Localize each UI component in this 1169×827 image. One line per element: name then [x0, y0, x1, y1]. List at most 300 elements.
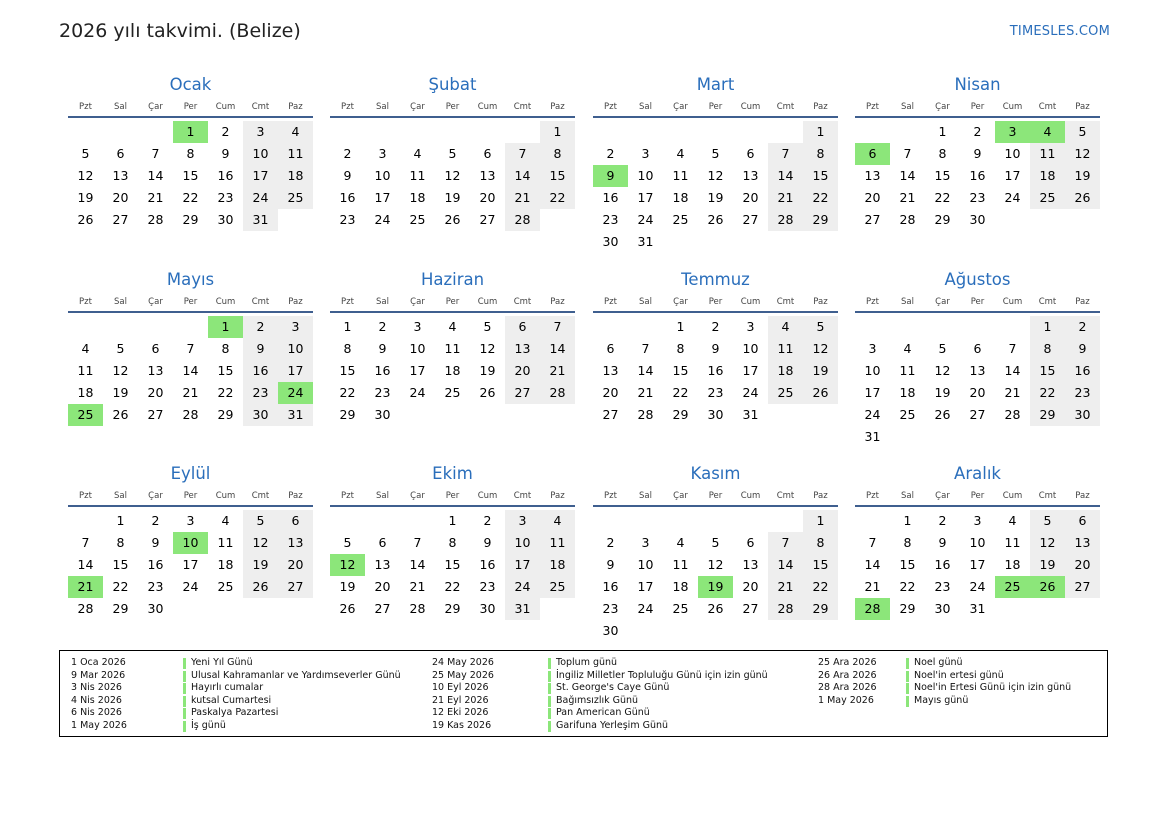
day-cell: 26: [112, 407, 129, 422]
day-cell: 26: [339, 601, 356, 616]
day-cell: 18: [768, 360, 803, 382]
weekday-label: Cum: [477, 491, 498, 501]
holiday-name: Ulusal Kahramanlar ve Yardımseverler Günü: [191, 669, 401, 681]
day-cell: 13: [864, 168, 881, 183]
holiday-marker: [548, 696, 551, 707]
day-cell: 20: [147, 385, 164, 400]
month-name: Ekim: [432, 464, 473, 483]
holiday-name: İş günü: [191, 719, 226, 731]
holiday-name: İngiliz Milletler Topluluğu Günü için izin günü: [556, 669, 768, 681]
weekday-label: Sal: [901, 297, 914, 307]
day-cell: 1: [1030, 316, 1065, 338]
day-cell: 7: [186, 341, 195, 356]
day-cell: 6: [378, 535, 387, 550]
day-cell: 29: [444, 601, 461, 616]
holiday-date: 24 May 2026: [432, 657, 494, 668]
day-cell: 16: [602, 579, 619, 594]
day-cell: 1: [803, 121, 838, 143]
day-cell: 9: [973, 146, 982, 161]
day-cell: 14: [899, 168, 916, 183]
holiday-name: kutsal Cumartesi: [191, 694, 272, 706]
holiday-date: 9 Mar 2026: [71, 669, 126, 681]
weekday-label: Per: [445, 102, 460, 112]
holiday-day-cell: 26: [1030, 576, 1065, 598]
day-cell: 12: [444, 168, 461, 183]
day-cell: 6: [606, 341, 615, 356]
holiday-date: 4 Nis 2026: [71, 694, 122, 706]
day-cell: 11: [768, 338, 803, 360]
day-cell: 16: [374, 363, 391, 378]
day-cell: 15: [672, 363, 689, 378]
day-cell: 29: [803, 209, 838, 231]
day-cell: 5: [448, 146, 457, 161]
day-cell: 8: [186, 146, 195, 161]
day-cell: 5: [343, 535, 352, 550]
weekday-label: Per: [445, 491, 460, 501]
month-divider: [330, 311, 575, 313]
weekday-label: Paz: [288, 297, 303, 307]
day-cell: 24: [637, 212, 654, 227]
day-cell: 9: [938, 535, 947, 550]
day-cell: 16: [479, 557, 496, 572]
day-cell: 13: [1065, 532, 1100, 554]
holiday-date: 25 Ara 2026: [818, 657, 877, 668]
weekday-label: Paz: [813, 102, 828, 112]
day-cell: 6: [278, 510, 313, 532]
day-cell: 15: [444, 557, 461, 572]
day-cell: 14: [637, 363, 654, 378]
day-cell: 6: [151, 341, 160, 356]
day-cell: 26: [707, 601, 724, 616]
holiday-marker: [183, 708, 186, 719]
day-cell: 23: [217, 190, 234, 205]
weekday-label: Pzt: [79, 102, 92, 112]
holiday-marker: [548, 708, 551, 719]
day-cell: 7: [768, 143, 803, 165]
day-cell: 8: [343, 341, 352, 356]
month-divider: [330, 505, 575, 507]
day-cell: 9: [378, 341, 387, 356]
day-cell: 10: [409, 341, 426, 356]
day-cell: 13: [505, 338, 540, 360]
day-cell: 25: [409, 212, 426, 227]
day-cell: 19: [444, 190, 461, 205]
day-cell: 11: [540, 532, 575, 554]
day-cell: 2: [378, 319, 387, 334]
holiday-name: Pan American Günü: [556, 707, 650, 719]
day-cell: 24: [243, 187, 278, 209]
holiday-name: Noel günü: [914, 657, 963, 668]
weekday-label: Cum: [1002, 102, 1023, 112]
holiday-day-cell: 10: [173, 532, 208, 554]
day-cell: 27: [742, 212, 759, 227]
day-cell: 10: [637, 557, 654, 572]
day-cell: 27: [374, 601, 391, 616]
day-cell: 20: [479, 190, 496, 205]
day-cell: 16: [969, 168, 986, 183]
day-cell: 20: [112, 190, 129, 205]
day-cell: 15: [217, 363, 234, 378]
day-cell: 3: [641, 146, 650, 161]
weekday-label: Cmt: [1038, 102, 1057, 112]
day-cell: 13: [374, 557, 391, 572]
day-cell: 6: [483, 146, 492, 161]
holiday-marker: [183, 683, 186, 694]
day-cell: 20: [278, 554, 313, 576]
day-cell: 31: [637, 234, 654, 249]
weekday-label: Sal: [114, 297, 127, 307]
day-cell: 14: [864, 557, 881, 572]
day-cell: 27: [969, 407, 986, 422]
day-cell: 7: [151, 146, 160, 161]
weekday-label: Sal: [114, 491, 127, 501]
month-divider: [330, 116, 575, 118]
weekday-label: Sal: [376, 491, 389, 501]
day-cell: 3: [973, 513, 982, 528]
weekday-label: Paz: [1075, 297, 1090, 307]
day-cell: 25: [672, 212, 689, 227]
weekday-label: Cum: [740, 102, 761, 112]
day-cell: 21: [540, 360, 575, 382]
day-cell: 7: [868, 535, 877, 550]
day-cell: 30: [602, 234, 619, 249]
day-cell: 4: [903, 341, 912, 356]
day-cell: 18: [899, 385, 916, 400]
day-cell: 5: [803, 316, 838, 338]
weekday-label: Cmt: [251, 491, 270, 501]
day-cell: 10: [243, 143, 278, 165]
day-cell: 20: [864, 190, 881, 205]
day-cell: 14: [505, 165, 540, 187]
day-cell: 9: [606, 557, 615, 572]
weekday-label: Per: [970, 102, 985, 112]
day-cell: 10: [505, 532, 540, 554]
weekday-label: Çar: [410, 491, 425, 501]
day-cell: 12: [243, 532, 278, 554]
day-cell: 14: [409, 557, 426, 572]
day-cell: 1: [676, 319, 685, 334]
day-cell: 14: [182, 363, 199, 378]
day-cell: 9: [711, 341, 720, 356]
day-cell: 10: [374, 168, 391, 183]
day-cell: 15: [803, 165, 838, 187]
weekday-label: Cum: [1002, 297, 1023, 307]
day-cell: 30: [602, 623, 619, 638]
day-cell: 25: [278, 187, 313, 209]
day-cell: 26: [77, 212, 94, 227]
day-cell: 29: [182, 212, 199, 227]
day-cell: 19: [339, 579, 356, 594]
day-cell: 18: [672, 190, 689, 205]
day-cell: 25: [444, 385, 461, 400]
weekday-label: Paz: [813, 297, 828, 307]
month-divider: [68, 311, 313, 313]
weekday-label: Çar: [673, 102, 688, 112]
day-cell: 15: [1030, 360, 1065, 382]
day-cell: 27: [147, 407, 164, 422]
weekday-label: Çar: [935, 491, 950, 501]
weekday-label: Cmt: [513, 297, 532, 307]
day-cell: 13: [479, 168, 496, 183]
weekday-label: Paz: [288, 491, 303, 501]
month-name: Aralık: [954, 464, 1001, 483]
holiday-day-cell: 24: [278, 382, 313, 404]
day-cell: 25: [672, 601, 689, 616]
day-cell: 14: [540, 338, 575, 360]
day-cell: 17: [1004, 168, 1021, 183]
day-cell: 17: [409, 363, 426, 378]
weekday-label: Sal: [639, 297, 652, 307]
day-cell: 13: [278, 532, 313, 554]
day-cell: 4: [81, 341, 90, 356]
weekday-label: Cmt: [776, 297, 795, 307]
weekday-label: Sal: [639, 491, 652, 501]
day-cell: 24: [742, 385, 759, 400]
weekday-label: Cmt: [251, 297, 270, 307]
day-cell: 22: [339, 385, 356, 400]
day-cell: 21: [768, 576, 803, 598]
day-cell: 16: [339, 190, 356, 205]
day-cell: 21: [505, 187, 540, 209]
day-cell: 17: [374, 190, 391, 205]
day-cell: 25: [540, 576, 575, 598]
day-cell: 7: [81, 535, 90, 550]
day-cell: 17: [742, 363, 759, 378]
weekday-label: Cum: [740, 297, 761, 307]
day-cell: 23: [1065, 382, 1100, 404]
day-cell: 20: [742, 190, 759, 205]
day-cell: 3: [186, 513, 195, 528]
day-cell: 24: [182, 579, 199, 594]
weekday-label: Cum: [215, 491, 236, 501]
day-cell: 5: [711, 146, 720, 161]
day-cell: 6: [116, 146, 125, 161]
weekday-label: Sal: [114, 102, 127, 112]
day-cell: 23: [969, 190, 986, 205]
day-cell: 28: [899, 212, 916, 227]
weekday-label: Sal: [376, 297, 389, 307]
day-cell: 11: [899, 363, 916, 378]
day-cell: 17: [637, 579, 654, 594]
day-cell: 2: [483, 513, 492, 528]
day-cell: 31: [969, 601, 986, 616]
day-cell: 18: [1030, 165, 1065, 187]
day-cell: 5: [1030, 510, 1065, 532]
day-cell: 22: [217, 385, 234, 400]
day-cell: 23: [339, 212, 356, 227]
day-cell: 1: [343, 319, 352, 334]
month-divider: [593, 116, 838, 118]
day-cell: 10: [969, 535, 986, 550]
day-cell: 17: [505, 554, 540, 576]
day-cell: 26: [444, 212, 461, 227]
holiday-date: 1 May 2026: [71, 719, 127, 731]
weekday-label: Cum: [1002, 491, 1023, 501]
weekday-label: Çar: [673, 297, 688, 307]
weekday-label: Pzt: [866, 491, 879, 501]
weekday-label: Per: [183, 102, 198, 112]
day-cell: 22: [899, 579, 916, 594]
day-cell: 7: [903, 146, 912, 161]
site-link[interactable]: TIMESLES.COM: [1009, 24, 1110, 39]
day-cell: 17: [182, 557, 199, 572]
holiday-marker: [548, 671, 551, 682]
day-cell: 21: [899, 190, 916, 205]
day-cell: 21: [182, 385, 199, 400]
day-cell: 5: [81, 146, 90, 161]
weekday-label: Paz: [550, 491, 565, 501]
day-cell: 8: [803, 532, 838, 554]
day-cell: 17: [243, 165, 278, 187]
holiday-name: St. George's Caye Günü: [556, 682, 670, 694]
weekday-label: Per: [183, 491, 198, 501]
holiday-date: 28 Ara 2026: [818, 682, 877, 694]
day-cell: 23: [243, 382, 278, 404]
weekday-label: Cum: [477, 297, 498, 307]
weekday-label: Pzt: [79, 297, 92, 307]
holiday-date: 3 Nis 2026: [71, 682, 122, 694]
day-cell: 12: [707, 168, 724, 183]
day-cell: 13: [969, 363, 986, 378]
day-cell: 13: [147, 363, 164, 378]
day-cell: 28: [637, 407, 654, 422]
page-title: 2026 yılı takvimi. (Belize): [59, 20, 301, 42]
month-name: Mart: [696, 75, 735, 94]
holiday-day-cell: 21: [68, 576, 103, 598]
day-cell: 22: [112, 579, 129, 594]
day-cell: 27: [278, 576, 313, 598]
month-divider: [593, 311, 838, 313]
day-cell: 21: [147, 190, 164, 205]
day-cell: 12: [1030, 532, 1065, 554]
weekday-label: Cmt: [1038, 491, 1057, 501]
day-cell: 1: [938, 124, 947, 139]
weekday-label: Sal: [901, 491, 914, 501]
day-cell: 7: [768, 532, 803, 554]
day-cell: 5: [938, 341, 947, 356]
weekday-label: Çar: [148, 102, 163, 112]
day-cell: 22: [672, 385, 689, 400]
day-cell: 5: [711, 535, 720, 550]
day-cell: 9: [243, 338, 278, 360]
day-cell: 29: [1030, 404, 1065, 426]
day-cell: 7: [641, 341, 650, 356]
holiday-day-cell: 9: [593, 165, 628, 187]
day-cell: 18: [278, 165, 313, 187]
day-cell: 29: [672, 407, 689, 422]
day-cell: 23: [147, 579, 164, 594]
day-cell: 8: [1030, 338, 1065, 360]
day-cell: 16: [217, 168, 234, 183]
weekday-label: Paz: [550, 297, 565, 307]
day-cell: 24: [409, 385, 426, 400]
day-cell: 31: [742, 407, 759, 422]
day-cell: 15: [803, 554, 838, 576]
weekday-label: Cmt: [251, 102, 270, 112]
day-cell: 7: [413, 535, 422, 550]
month-divider: [68, 505, 313, 507]
day-cell: 11: [77, 363, 94, 378]
weekday-label: Per: [183, 297, 198, 307]
day-cell: 3: [413, 319, 422, 334]
holiday-date: 21 Eyl 2026: [432, 694, 489, 706]
holiday-day-cell: 28: [855, 598, 890, 620]
holiday-date: 25 May 2026: [432, 669, 494, 681]
weekday-label: Per: [970, 491, 985, 501]
day-cell: 25: [217, 579, 234, 594]
month-name: Kasım: [690, 464, 741, 483]
day-cell: 19: [934, 385, 951, 400]
day-cell: 30: [374, 407, 391, 422]
day-cell: 20: [742, 579, 759, 594]
weekday-label: Cum: [215, 297, 236, 307]
day-cell: 15: [182, 168, 199, 183]
weekday-label: Per: [708, 491, 723, 501]
day-cell: 20: [505, 360, 540, 382]
day-cell: 19: [1065, 165, 1100, 187]
day-cell: 12: [1065, 143, 1100, 165]
day-cell: 2: [343, 146, 352, 161]
month-name: Ocak: [169, 75, 212, 94]
holiday-marker: [906, 658, 909, 669]
month-name: Şubat: [428, 75, 477, 94]
day-cell: 12: [77, 168, 94, 183]
day-cell: 2: [243, 316, 278, 338]
day-cell: 20: [969, 385, 986, 400]
day-cell: 7: [505, 143, 540, 165]
day-cell: 15: [112, 557, 129, 572]
day-cell: 2: [711, 319, 720, 334]
weekday-label: Paz: [550, 102, 565, 112]
weekday-label: Sal: [901, 102, 914, 112]
day-cell: 5: [243, 510, 278, 532]
day-cell: 28: [768, 209, 803, 231]
day-cell: 3: [641, 535, 650, 550]
holiday-name: Noel'in Ertesi Günü için izin günü: [914, 682, 1072, 694]
weekday-label: Cmt: [1038, 297, 1057, 307]
holiday-name: Noel'in ertesi günü: [914, 669, 1004, 681]
day-cell: 20: [374, 579, 391, 594]
day-cell: 14: [147, 168, 164, 183]
day-cell: 10: [637, 168, 654, 183]
day-cell: 3: [505, 510, 540, 532]
day-cell: 9: [1065, 338, 1100, 360]
holiday-marker: [548, 683, 551, 694]
day-cell: 31: [505, 598, 540, 620]
day-cell: 8: [116, 535, 125, 550]
day-cell: 14: [768, 554, 803, 576]
day-cell: 26: [243, 576, 278, 598]
day-cell: 25: [1030, 187, 1065, 209]
day-cell: 17: [864, 385, 881, 400]
day-cell: 6: [505, 316, 540, 338]
holiday-name: Toplum günü: [556, 657, 618, 668]
holiday-date: 10 Eyl 2026: [432, 682, 489, 694]
day-cell: 31: [864, 429, 881, 444]
holiday-list: [59, 650, 1108, 737]
weekday-label: Cmt: [513, 491, 532, 501]
day-cell: 26: [1065, 187, 1100, 209]
day-cell: 18: [540, 554, 575, 576]
day-cell: 15: [899, 557, 916, 572]
weekday-label: Paz: [1075, 102, 1090, 112]
day-cell: 10: [864, 363, 881, 378]
day-cell: 18: [77, 385, 94, 400]
holiday-date: 12 Eki 2026: [432, 707, 489, 719]
day-cell: 27: [742, 601, 759, 616]
holiday-name: Hayırlı cumalar: [191, 682, 264, 694]
weekday-label: Per: [970, 297, 985, 307]
